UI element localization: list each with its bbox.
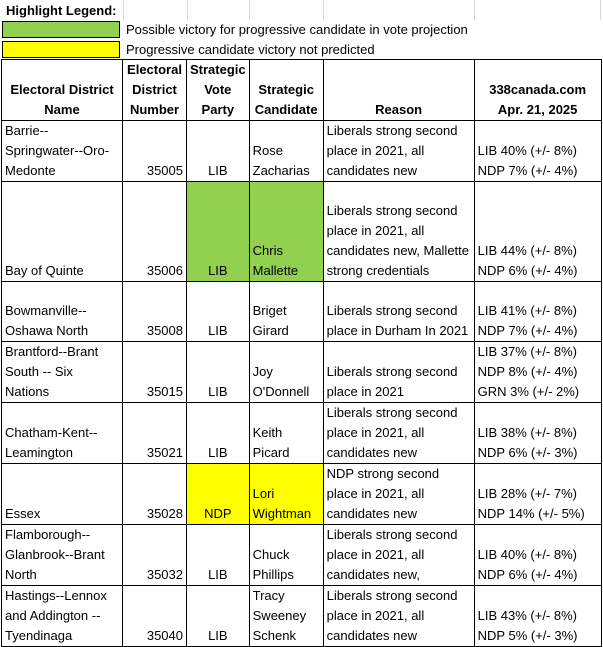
party-cell: LIB — [187, 586, 250, 647]
table-row — [2, 464, 602, 525]
legend-item — [0, 40, 603, 60]
candidate-cell: Joy O'Donnell — [249, 342, 323, 403]
legend-item — [0, 20, 603, 40]
district-name-cell: Flamborough--Glanbrook--Brant North — [2, 525, 123, 586]
projection-line: LIB 37% (+/- 8%) — [477, 344, 577, 359]
legend-title: Highlight Legend: — [6, 3, 117, 18]
reason-cell: Liberals strong second place in 2021, all candidates new — [323, 586, 474, 647]
projection-cell — [474, 121, 601, 182]
reason-cell: Liberals strong second place in 2021, all candidates new — [323, 403, 474, 464]
reason-cell: Liberals strong second place in Durham In 2021 — [323, 282, 474, 342]
table-row — [2, 121, 602, 182]
legend-swatch — [2, 21, 120, 38]
header-projection — [474, 60, 601, 121]
reason-cell: Liberals strong second place in 2021, all candidates new, — [323, 525, 474, 586]
district-number-cell: 35008 — [123, 282, 187, 342]
district-number-cell: 35040 — [123, 586, 187, 647]
candidate-cell: Chuck Phillips — [249, 525, 323, 586]
projection-cell — [474, 403, 601, 464]
projection-line: LIB 40% (+/- 8%) — [477, 143, 577, 158]
projection-line: LIB 38% (+/- 8%) — [477, 425, 577, 440]
district-name-cell: Bowmanville--Oshawa North — [2, 282, 123, 342]
header-party: Strategic Vote Party — [187, 60, 250, 121]
header-projection-date: Apr. 21, 2025 — [497, 102, 578, 117]
table-row — [2, 282, 602, 342]
header-projection-source: 338canada.com — [489, 82, 587, 97]
candidate-cell: Lori Wightman — [249, 464, 323, 525]
district-number-cell: 35032 — [123, 525, 187, 586]
table-row — [2, 182, 602, 282]
projection-cell — [474, 525, 601, 586]
district-number-cell: 35028 — [123, 464, 187, 525]
district-name-cell: Barrie--Springwater--Oro-Medonte — [2, 121, 123, 182]
table-row — [2, 525, 602, 586]
projection-line: LIB 44% (+/- 8%) — [477, 243, 577, 258]
reason-cell: NDP strong second place in 2021, all candidates new — [323, 464, 474, 525]
legend-title-row — [0, 0, 603, 20]
projection-line: NDP 5% (+/- 3%) — [477, 628, 578, 643]
district-name-cell: Hastings--Lennox and Addington -- Tyendinaga — [2, 586, 123, 647]
projection-line: NDP 7% (+/- 4%) — [477, 323, 578, 338]
party-cell: LIB — [187, 342, 250, 403]
header-candidate: Strategic Candidate — [249, 60, 323, 121]
projection-line: LIB 40% (+/- 8%) — [477, 547, 577, 562]
candidate-cell: Chris Mallette — [249, 182, 323, 282]
reason-cell: Liberals strong second place in 2021, all candidates new — [323, 121, 474, 182]
projection-cell — [474, 342, 601, 403]
district-number-cell: 35005 — [123, 121, 187, 182]
district-number-cell: 35021 — [123, 403, 187, 464]
district-name-cell: Brantford--Brant South -- Six Nations — [2, 342, 123, 403]
projection-line: LIB 41% (+/- 8%) — [477, 303, 577, 318]
candidate-cell: Keith Picard — [249, 403, 323, 464]
header-district-number: Electoral District Number — [123, 60, 187, 121]
projection-line: NDP 6% (+/- 4%) — [477, 263, 578, 278]
projection-line: LIB 28% (+/- 7%) — [477, 486, 577, 501]
district-number-cell: 35006 — [123, 182, 187, 282]
district-name-cell: Chatham-Kent--Leamington — [2, 403, 123, 464]
projection-line: NDP 7% (+/- 4%) — [477, 163, 578, 178]
candidate-cell: Rose Zacharias — [249, 121, 323, 182]
party-cell: LIB — [187, 525, 250, 586]
legend-text: Possible victory for progressive candidate in vote projection — [126, 22, 468, 37]
projection-cell — [474, 282, 601, 342]
party-cell: LIB — [187, 121, 250, 182]
reason-cell: Liberals strong second place in 2021, all candidates new, Mallette strong credentials — [323, 182, 474, 282]
table-row — [2, 342, 602, 403]
legend-text: Progressive candidate victory not predicted — [126, 42, 375, 57]
projection-cell — [474, 586, 601, 647]
party-cell: NDP — [187, 464, 250, 525]
party-cell: LIB — [187, 182, 250, 282]
legend-swatch — [2, 41, 120, 58]
districts-table — [1, 59, 602, 647]
header-reason: Reason — [323, 60, 474, 121]
projection-cell — [474, 182, 601, 282]
projection-line: LIB 43% (+/- 8%) — [477, 608, 577, 623]
candidate-cell: Briget Girard — [249, 282, 323, 342]
reason-cell: Liberals strong second place in 2021 — [323, 342, 474, 403]
projection-line: NDP 8% (+/- 4%) — [477, 364, 578, 379]
candidate-cell: Tracy Sweeney Schenk — [249, 586, 323, 647]
party-cell: LIB — [187, 282, 250, 342]
table-row — [2, 403, 602, 464]
district-name-cell: Essex — [2, 464, 123, 525]
district-name-cell: Bay of Quinte — [2, 182, 123, 282]
projection-cell — [474, 464, 601, 525]
table-row — [2, 586, 602, 647]
party-cell: LIB — [187, 403, 250, 464]
header-row — [2, 60, 602, 121]
projection-line: GRN 3% (+/- 2%) — [477, 384, 580, 399]
projection-line: NDP 6% (+/- 4%) — [477, 567, 578, 582]
district-number-cell: 35015 — [123, 342, 187, 403]
header-district-name: Electoral District Name — [2, 60, 123, 121]
projection-line: NDP 14% (+/- 5%) — [477, 506, 585, 521]
projection-line: NDP 6% (+/- 3%) — [477, 445, 578, 460]
